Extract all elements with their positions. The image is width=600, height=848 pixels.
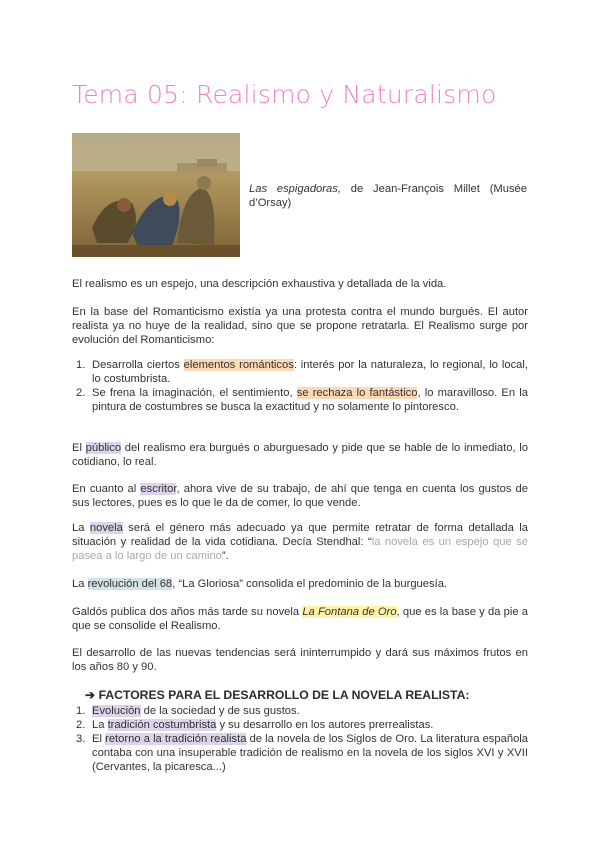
paragraph-revolucion: La revolución del 68, “La Gloriosa” consolida el predominio de la burguesía. <box>72 578 448 590</box>
paragraph-galdos: Galdós publica dos años más tarde su novela La Fontana de Oro, que es la base y da pie a que se consolide el Realismo. <box>72 606 528 632</box>
list-item: 1. Evolución de la sociedad y de sus gustos. <box>76 705 300 717</box>
list-item: 3. El retorno a la tradición realista de la novela de los Siglos de Oro. La literatura española contaba con una insuperable tradición de realismo en la novela de los siglos XVI y XVII (Cervantes, la picaresca...) <box>76 733 528 773</box>
paragraph-desarrollo: El desarrollo de las nuevas tendencias será ininterrumpido y dará sus máximos frutos en los años 80 y 90. <box>72 647 528 673</box>
painting-image <box>72 133 240 257</box>
image-caption <box>249 182 527 210</box>
list-realism-origins <box>72 358 528 414</box>
list-factores <box>72 704 528 774</box>
caption-author: de Jean-François Millet (Musée d’Orsay) <box>249 183 527 209</box>
list-item: 2. La tradición costumbrista y su desarrollo en los autores prerrealistas. <box>76 719 434 731</box>
list-item: 1. Desarrolla ciertos elementos románticos: interés por la naturaleza, lo regional, lo local, lo costumbrista. <box>76 359 528 385</box>
section-heading: ➔ FACTORES PARA EL DESARROLLO DE LA NOVELA REALISTA: <box>85 688 470 702</box>
caption-title: Las espigadoras, <box>249 183 341 195</box>
paragraph-2: En la base del Romanticismo existía ya una protesta contra el mundo burgués. El autor realista ya no huye de la realidad, sino que se propone retratarla. El Realismo surge por evolución del Romanticismo: <box>72 306 528 346</box>
page-title: Tema 05: Realismo y Naturalismo <box>72 80 497 109</box>
paragraph-novela: La novela será el género más adecuado ya que permite retratar de forma detallada la situación y realidad de la vida cotidiana. Decía Stendhal: “la novela es un espejo que se pasea a lo largo de un camino”. <box>72 522 528 562</box>
list-item: 2. Se frena la imaginación, el sentimiento, se rechaza lo fantástico, lo maravilloso. En la pintura de costumbres se busca la exactitud y no solamente lo pintoresco. <box>76 387 528 413</box>
paragraph-1: El realismo es un espejo, una descripción exhaustiva y detallada de la vida. <box>72 278 447 290</box>
paragraph-escritor: En cuanto al escritor, ahora vive de su trabajo, de ahí que tenga en cuenta los gustos de sus lectores, pues es lo que le da de comer, lo que vende. <box>72 483 528 509</box>
stendhal-quote: la novela es un espejo que se pasea a lo largo de un camino <box>72 536 528 562</box>
paragraph-publico: El público del realismo era burgués o aburguesado y pide que se hable de lo inmediato, lo cotidiano, lo real. <box>72 442 528 468</box>
